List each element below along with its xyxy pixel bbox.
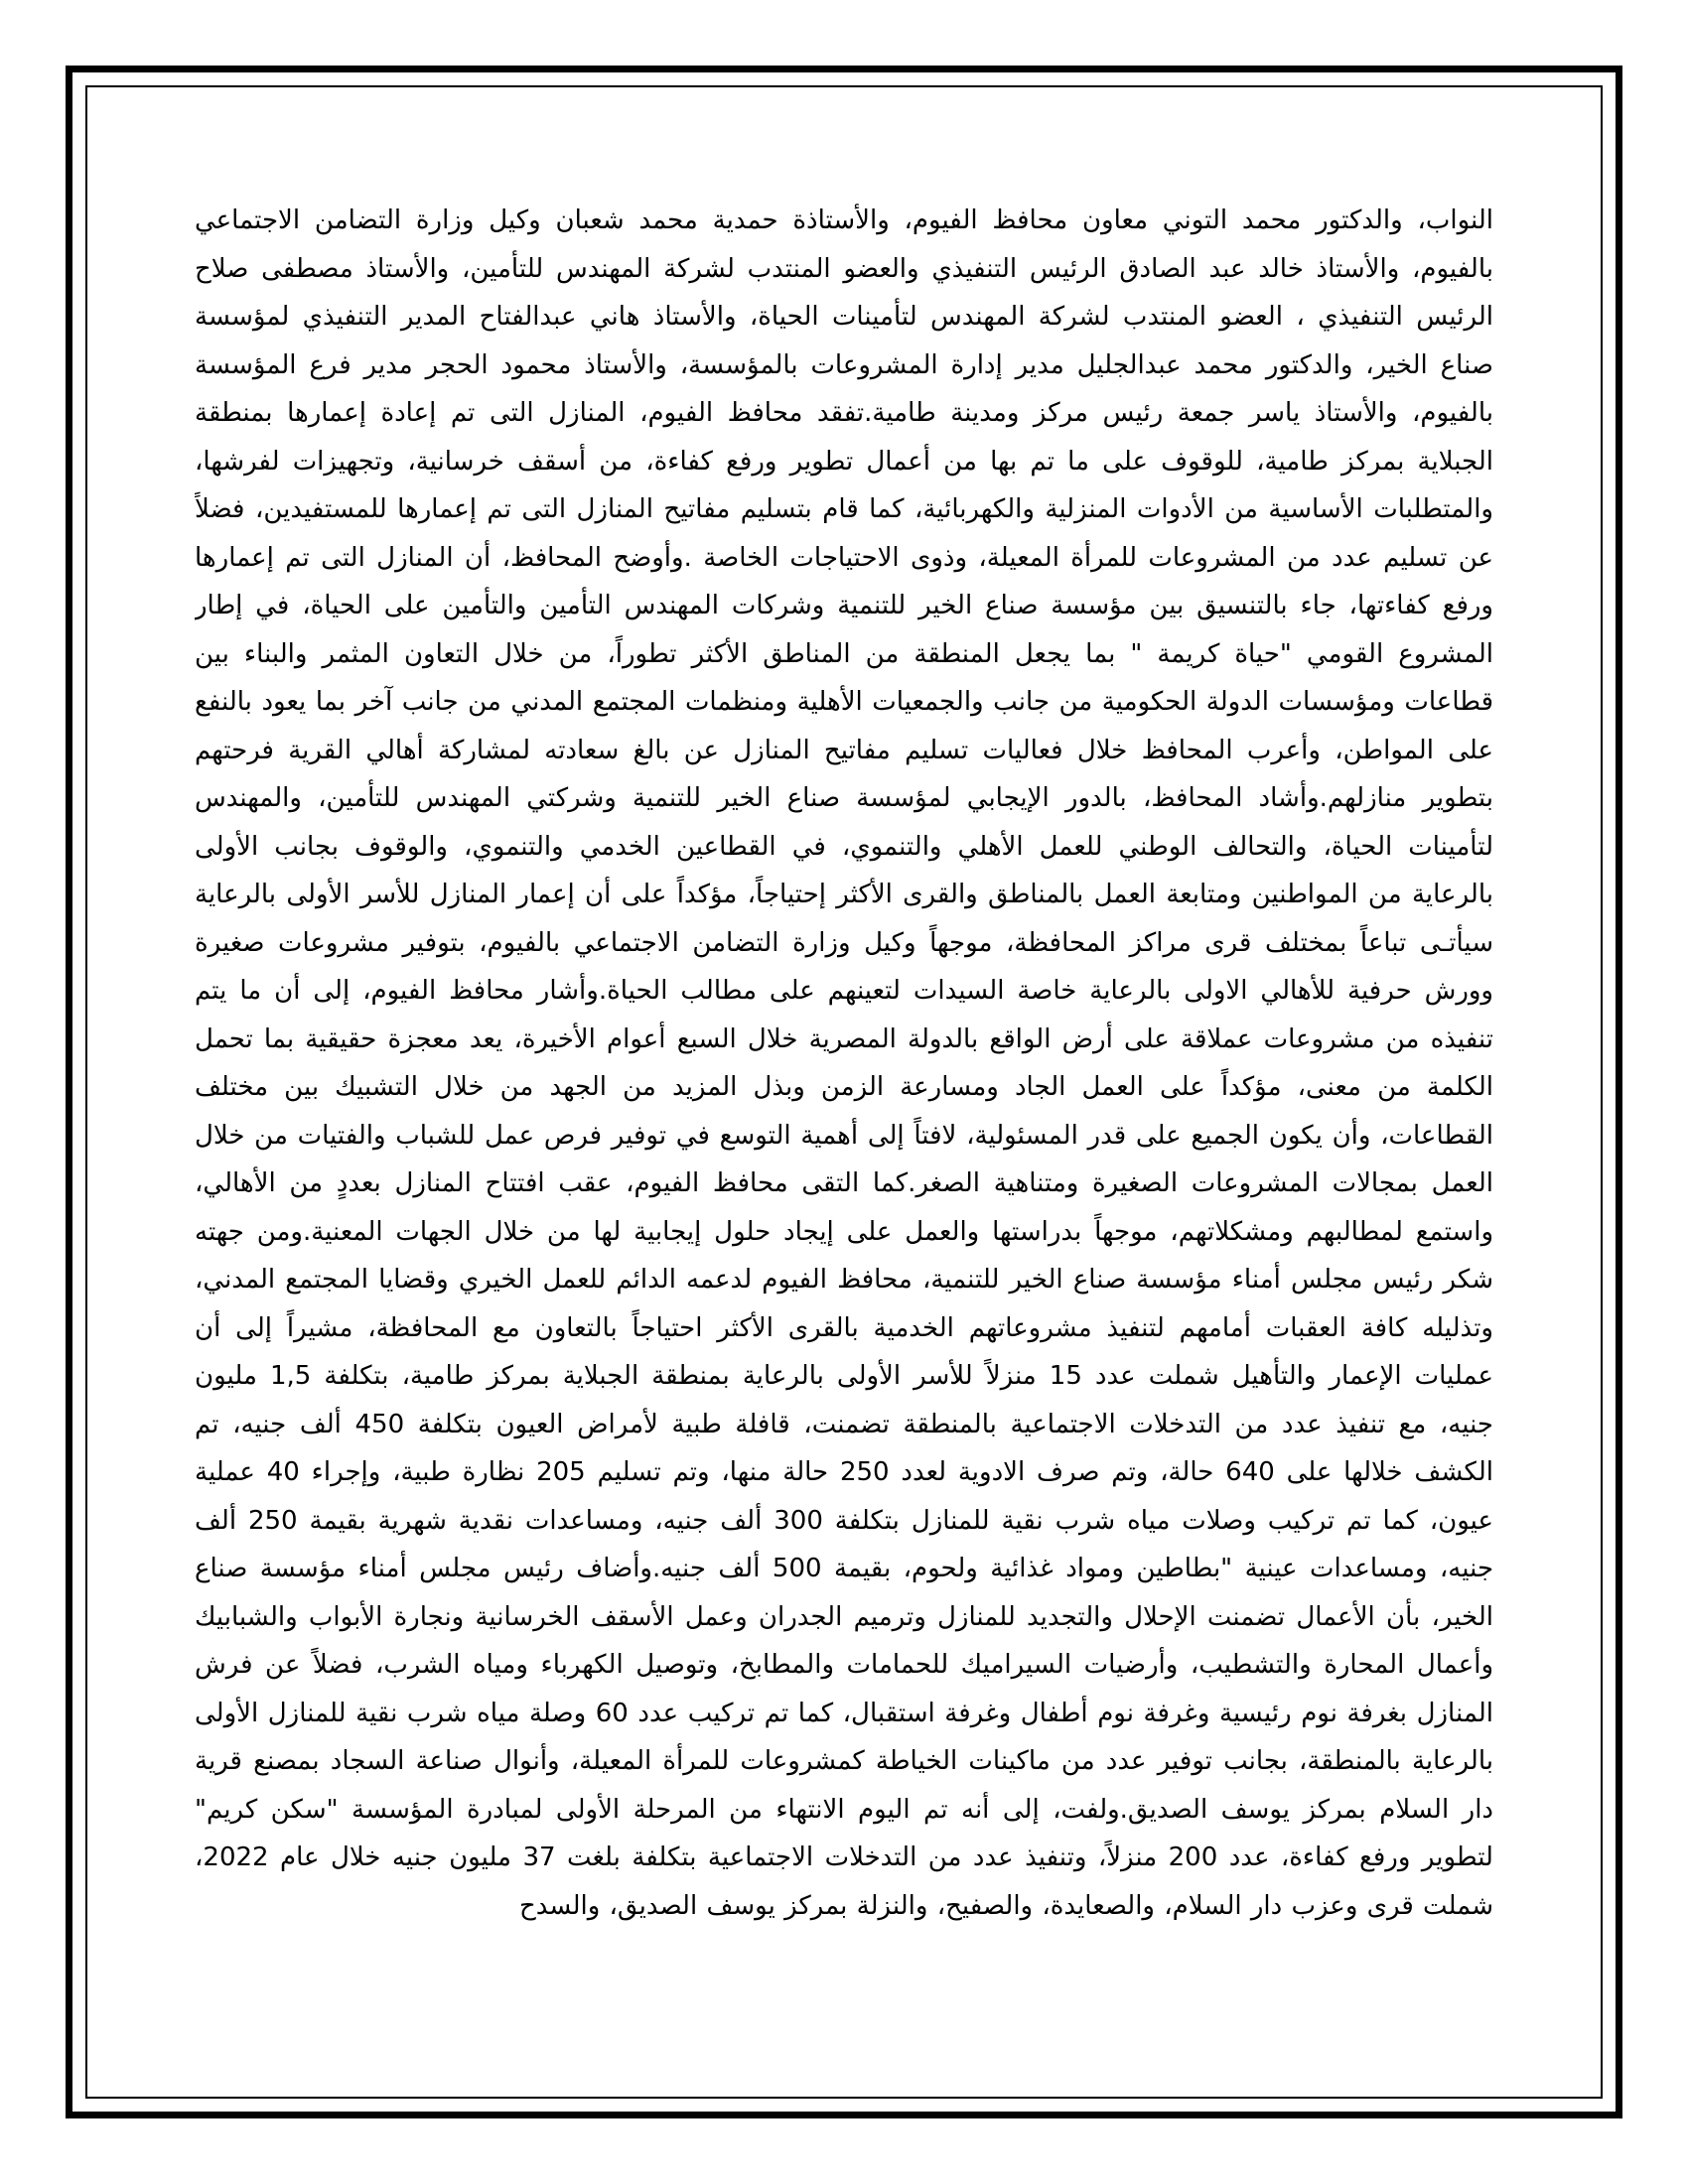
article-body-text: النواب، والدكتور محمد التوني معاون محافظ الفيوم، والأستاذة حمدية محمد شعبان وكيل وزارة التضامن الاجتماعي بالفيوم، والأستاذ خالد عبد الصادق الرئيس التنفيذي والعضو المنتدب لشركة المهندس للتأمين، والأستاذ مصطفى صلاح الرئيس التنفيذي ، العضو المنتدب لشركة المهندس لتأمينات الحياة، والأستاذ هاني عبدالفتاح المدير التنفيذي لمؤسسة صناع الخير، والدكتور محمد عبدالجليل مدير إدارة المشروعات بالمؤسسة، والأستاذ محمود الحجر مدير فرع المؤسسة بالفيوم، والأستاذ ياسر جمعة رئيس مركز ومدينة طامية.تفقد محافظ الفيوم، المنازل التى تم إعادة إعمارها بمنطقة الجبلاية بمركز طامية، للوقوف على ما تم بها من أعمال تطوير ورفع كفاءة، من أسقف خرسانية، وتجهيزات لفرشها، والمتطلبات الأساسية من الأدوات المنزلية والكهربائية، كما قام بتسليم مفاتيح المنازل التى تم إعمارها للمستفيدين، فضلاً عن تسليم عدد من المشروعات للمرأة المعيلة، وذوى الاحتياجات الخاصة .وأوضح المحافظ، أن المنازل التى تم إعمارها ورفع كفاءتها، جاء بالتنسيق بين مؤسسة صناع الخير للتنمية وشركات المهندس التأمين والتأمين على الحياة، في إطار المشروع القومي "حياة كريمة " بما يجعل المنطقة من المناطق الأكثر تطوراً، من خلال التعاون المثمر والبناء بين قطاعات ومؤسسات الدولة الحكومية من جانب والجمعيات الأهلية ومنظمات المجتمع المدني من جانب آخر بما يعود بالنفع على المواطن، وأعرب المحافظ خلال فعاليات تسليم مفاتيح المنازل عن بالغ سعادته لمشاركة أهالي القرية فرحتهم بتطوير منازلهم.وأشاد المحافظ، بالدور الإيجابي لمؤسسة صناع الخير للتنمية وشركتي المهندس للتأمين، والمهندس لتأمينات الحياة، والتحالف الوطني للعمل الأهلي والتنموي، في القطاعين الخدمي والتنموي، والوقوف بجانب الأولى بالرعاية من المواطنين ومتابعة العمل بالمناطق والقرى الأكثر إحتياجاً، مؤكداً على أن إعمار المنازل للأسر الأولى بالرعاية سيأتـى تباعاً بمختلف قرى مراكز المحافظة، موجهاً وكيل وزارة التضامن الاجتماعي بالفيوم، بتوفير مشروعات صغيرة وورش حرفية للأهالي الاولى بالرعاية خاصة السيدات لتعينهم على مطالب الحياة.وأشار محافظ الفيوم، إلى أن ما يتم تنفيذه من مشروعات عملاقة على أرض الواقع بالدولة المصرية خلال السبع أعوام الأخيرة، يعد معجزة حقيقية بما تحمل الكلمة من معنى، مؤكداً على العمل الجاد ومسارعة الزمن وبذل المزيد من الجهد من خلال التشبيك بين مختلف القطاعات، وأن يكون الجميع على قدر المسئولية، لافتاً إلى أهمية التوسع في توفير فرص عمل للشباب والفتيات من خلال العمل بمجالات المشروعات الصغيرة ومتناهية الصغر.كما التقى محافظ الفيوم، عقب افتتاح المنازل بعددٍ من الأهالي، واستمع لمطالبهم ومشكلاتهم، موجهاً بدراستها والعمل على إيجاد حلول إيجابية لها من خلال الجهات المعنية.ومن جهته شكر رئيس مجلس أمناء مؤسسة صناع الخير للتنمية، محافظ الفيوم لدعمه الدائم للعمل الخيري وقضايا المجتمع المدني، وتذليله كافة العقبات أمامهم لتنفيذ مشروعاتهم الخدمية بالقرى الأكثر احتياجاً بالتعاون مع المحافظة، مشيراً إلى أن عمليات الإعمار والتأهيل شملت عدد 15 منزلاً للأسر الأولى بالرعاية بمنطقة الجبلاية بمركز طامية، بتكلفة 1,5 مليون جنيه، مع تنفيذ عدد من التدخلات الاجتماعية بالمنطقة تضمنت، قافلة طبية لأمراض العيون بتكلفة 450 ألف جنيه، تم الكشف خلالها على 640 حالة، وتم صرف الادوية لعدد 250 حالة منها، وتم تسليم 205 نظارة طبية، وإجراء 40 عملية عيون، كما تم تركيب وصلات مياه شرب نقية للمنازل بتكلفة 300 ألف جنيه، ومساعدات نقدية شهرية بقيمة 250 ألف جنيه، ومساعدات عينية "بطاطين ومواد غذائية ولحوم، بقيمة 500 ألف جنيه.وأضاف رئيس مجلس أمناء مؤسسة صناع الخير، بأن الأعمال تضمنت الإحلال والتجديد للمنازل وترميم الجدران وعمل الأسقف الخرسانية ونجارة الأبواب والشبابيك وأعمال المحارة والتشطيب، وأرضيات السيراميك للحمامات والمطابخ، وتوصيل الكهرباء ومياه الشرب، فضلاً عن فرش المنازل بغرفة نوم رئيسية وغرفة نوم أطفال وغرفة استقبال، كما تم تركيب عدد 60 وصلة مياه شرب نقية للمنازل الأولى بالرعاية بالمنطقة، بجانب توفير عدد من ماكينات الخياطة كمشروعات للمرأة المعيلة، وأنوال صناعة السجاد بمصنع قرية دار السلام بمركز يوسف الصديق.ولفت، إلى أنه تم اليوم الانتهاء من المرحلة الأولى لمبادرة المؤسسة "سكن كريم" لتطوير ورفع كفاءة، عدد 200 منزلاً، وتنفيذ عدد من التدخلات الاجتماعية بتكلفة بلغت 37 مليون جنيه خلال عام 2022، شملت قرى وعزب دار السلام، والصعايدة، والصفيح، والنزلة بمركز يوسف الصديق، والسدح (195, 205, 1493, 1921)
